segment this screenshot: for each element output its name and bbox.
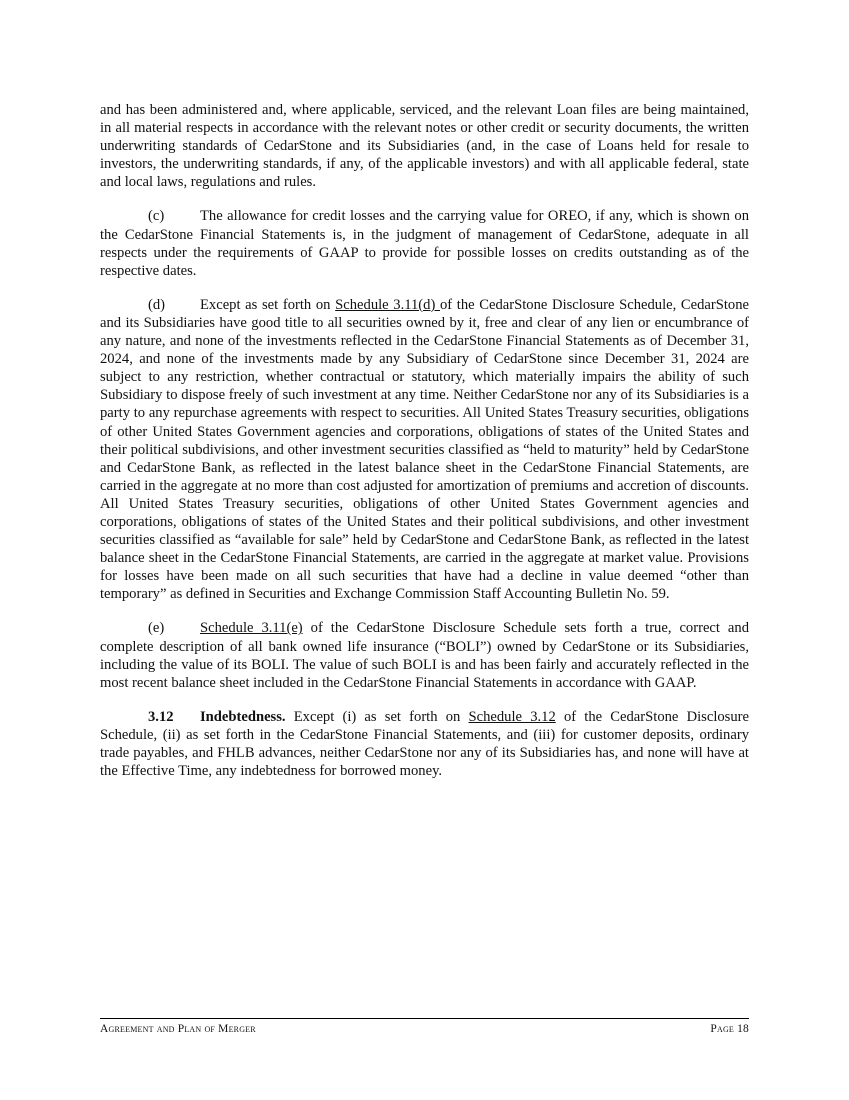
section-3-12 xyxy=(100,708,749,780)
paragraph-c xyxy=(100,207,749,279)
footer-page-number: Page 18 xyxy=(710,1023,749,1035)
paragraph-d-lead: Except as set forth on xyxy=(200,296,336,313)
paragraph-d xyxy=(100,296,749,604)
schedule-3-12-reference: Schedule 3.12 xyxy=(468,708,556,725)
paragraph-d-marker: (d) xyxy=(148,296,166,313)
section-3-12-heading: Indebtedness. xyxy=(200,708,286,725)
continuation-paragraph: and has been administered and, where applicable, serviced, and the relevant Loan files are being maintained, in all material respects in accordance with the relevant notes or other credit or security documents, the written underwriting standards of CedarStone and its Subsidiaries (and, in the case of Loans held for resale to investors, the underwriting standards, if any, of the applicable investors) and with all applicable federal, state and local laws, regulations and rules. xyxy=(100,102,749,191)
paragraph-e xyxy=(100,619,749,691)
paragraph-e-text: of the CedarStone Disclosure Schedule sets forth a true, correct and complete description of all bank owned life insurance (“BOLI”) owned by CedarStone or its Subsidiaries, including the value of its BOLI. The value of such BOLI is and has been fairly and accurately reflected in the most recent balance sheet included in the CedarStone Financial Statements in accordance with GAAP. xyxy=(100,620,750,691)
section-3-12-lead: Except (i) as set forth on xyxy=(285,708,469,725)
schedule-3-11-d-reference: Schedule 3.11(d) xyxy=(335,296,440,313)
section-3-12-text: of the CedarStone Disclosure Schedule, (ii) as set forth in the CedarStone Financial Statements, and (iii) for customer deposits, ordinary trade payables, and FHLB advances, neither CedarStone nor any of its Subsidiaries has, and none will have at the Effective Time, any indebtedness for borrowed money. xyxy=(100,708,749,780)
document-body xyxy=(100,101,749,796)
page-footer xyxy=(100,1018,749,1035)
paragraph-d-text: of the CedarStone Disclosure Schedule, CedarStone and its Subsidiaries have good title to all securities owned by it, free and clear of any lien or encumbrance of any nature, and none of the investments reflected in the CedarStone Financial Statements as of December 31, 2024, and none of the investments made by any Subsidiary of CedarStone since December 31, 2024 are subject to any restriction, whether contractual or statutory, which materially impairs the ability of such Subsidiary to dispose freely of such investment at any time. Neither CedarStone nor any of its Subsidiaries is a party to any repurchase agreements with respect to securities. All United States Treasury securities, obligations of other United States Government agencies and corporations, obligations of states of the United States and their political subdivisions, and other investment securities classified as “held to maturity” held by CedarStone and CedarStone Bank, as reflected in the latest balance sheet in the CedarStone Financial Statements, are carried in the aggregate at no more than cost adjusted for amortization of premiums and accretion of discounts. All United States Treasury securities, obligations of other United States Government agencies and corporations, obligations of states of the United States and their political subdivisions, and other investment securities classified as “available for sale” held by CedarStone and CedarStone Bank, as reflected in the latest balance sheet in the CedarStone Financial Statements, are carried in the aggregate at market value. Provisions for losses have been made on all such securities that have had a decline in value deemed “other than temporary” as defined in Securities and Exchange Commission Staff Accounting Bulletin No. 59. xyxy=(100,296,749,603)
schedule-3-11-e-reference: Schedule 3.11(e) xyxy=(200,620,303,637)
paragraph-c-text: The allowance for credit losses and the carrying value for OREO, if any, which is shown on the CedarStone Financial Statements is, in the judgment of management of CedarStone, adequate in all respects under the requirements of GAAP to provide for possible losses on credits outstanding as of the respective dates. xyxy=(100,208,749,279)
footer-document-title: Agreement and Plan of Merger xyxy=(100,1023,256,1035)
section-3-12-number: 3.12 xyxy=(148,708,174,725)
paragraph-e-marker: (e) xyxy=(148,620,165,637)
paragraph-c-marker: (c) xyxy=(148,208,165,225)
